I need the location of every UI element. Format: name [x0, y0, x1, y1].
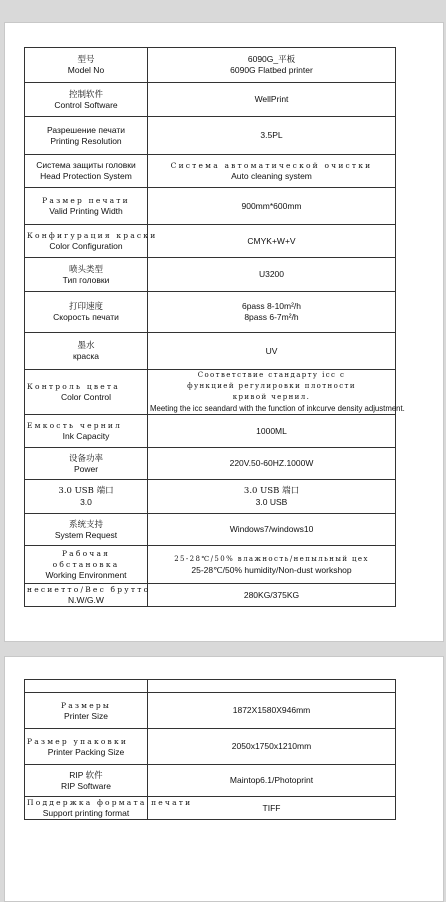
- value-line: 2050x1750x1210mm: [231, 741, 312, 751]
- value-line: UV: [265, 345, 278, 356]
- table-row: [25, 546, 396, 584]
- label-line: Размер упаковки: [27, 736, 129, 746]
- value-line: функцией регулировки плотности: [187, 382, 356, 390]
- row-value-ink: [148, 333, 396, 370]
- row-value-power: [148, 448, 396, 480]
- label-line: обстановка: [52, 560, 120, 569]
- value-line: 900mm*600mm: [241, 200, 302, 211]
- label-line: Рабочая: [61, 549, 111, 558]
- row-label-rip-software: [25, 765, 148, 797]
- row-value-weight: [148, 584, 396, 607]
- table-row: [25, 415, 396, 448]
- table-row: [25, 729, 396, 765]
- label-line: Скорость печати: [53, 312, 119, 322]
- table-row: [25, 584, 396, 607]
- row-label-color-control: [25, 370, 148, 415]
- label-line: N.W/G.W: [68, 595, 104, 605]
- row-label-system-request: [25, 514, 148, 546]
- value-line: 220V.50-60HZ.1000W: [229, 458, 314, 468]
- label-line: Support printing format: [42, 808, 130, 818]
- row-value-rip-software: [148, 765, 396, 797]
- row-label-usb-port: [25, 480, 148, 514]
- table-row: [25, 514, 396, 546]
- table-row: [25, 693, 396, 729]
- row-value-packing-size: [148, 729, 396, 765]
- table-row: [25, 83, 396, 117]
- label-line: 墨水: [77, 340, 95, 350]
- value-line: 3.5PL: [260, 130, 283, 140]
- table-row: [25, 797, 396, 820]
- row-value-printer-size: [148, 693, 396, 729]
- label-line: краска: [72, 351, 100, 361]
- row-label-working-environment: [25, 546, 148, 584]
- value-line: 3.0 USB 端口: [243, 485, 300, 496]
- value-line: Auto cleaning system: [231, 171, 312, 181]
- table-row: [25, 448, 396, 480]
- label-line: Model No: [67, 65, 105, 75]
- row-label-ink: [25, 333, 148, 370]
- row-label-power: [25, 448, 148, 480]
- label-line: 喷头类型: [68, 263, 103, 274]
- table-row: [25, 480, 396, 514]
- spec-sheet-page-1: [4, 22, 444, 642]
- table-row: [25, 765, 396, 797]
- value-line: 25-28℃/50% влажность/непыльный цех: [174, 554, 369, 563]
- value-line: 6090G Flatbed printer: [230, 65, 313, 75]
- row-value-color-configuration: [148, 225, 396, 258]
- value-line: Система автоматической очистки: [170, 161, 373, 170]
- label-line: Размер печати: [42, 196, 130, 205]
- row-label-control-software: [25, 83, 148, 117]
- label-line: несиетто/Вес брутто: [27, 585, 151, 594]
- row-label-printer-size: [25, 693, 148, 729]
- table-row: [25, 292, 396, 333]
- label-line: Valid Printing Width: [49, 206, 123, 216]
- row-label-head-type: [25, 258, 148, 292]
- label-line: Разрешение печати: [46, 124, 126, 135]
- row-label-packing-size: [25, 729, 148, 765]
- row-label-head-protection: [25, 155, 148, 188]
- label-line: Power: [73, 463, 99, 474]
- row-value-head-type: [148, 258, 396, 292]
- label-line: RIP Software: [61, 780, 111, 791]
- table-row: [25, 333, 396, 370]
- label-line: 打印速度: [68, 301, 103, 311]
- value-line: 8pass 6-7m²/h: [244, 312, 299, 322]
- table-row: [25, 155, 396, 188]
- label-line: 型号: [77, 54, 95, 64]
- value-line: 6pass 8-10m²/h: [241, 301, 302, 311]
- spec-sheet-page-2: [4, 656, 444, 902]
- table-row: [25, 188, 396, 225]
- row-value-ink-capacity: [148, 415, 396, 448]
- label-line: 3.0: [80, 496, 92, 507]
- row-label-printing-resolution: [25, 117, 148, 155]
- value-line: 1000ML: [256, 425, 287, 436]
- row-label-print-format: [25, 797, 193, 820]
- row-value-control-software: [148, 83, 396, 117]
- value-line: Соответствие стандарту icc с: [197, 371, 346, 379]
- label-line: 设备功率: [68, 452, 103, 463]
- label-line: 系统支持: [68, 518, 103, 529]
- row-value-printing-resolution: [148, 117, 396, 155]
- label-line: Working Environment: [45, 570, 127, 580]
- label-line: Ink Capacity: [62, 431, 110, 441]
- label-line: Контроль цвета: [27, 382, 120, 391]
- label-line: Head Protection System: [40, 171, 132, 181]
- label-line: Система защиты головки: [36, 160, 136, 170]
- spec-table-page-1: [24, 47, 405, 607]
- table-row: [25, 680, 396, 693]
- label-line: Тип головки: [62, 274, 110, 285]
- label-line: Поддержка формата печати: [27, 798, 193, 807]
- row-value-model-no: [148, 48, 396, 83]
- value-line: Meeting the icc seandard with the function of inkcurve density adjustment.: [150, 404, 405, 413]
- value-line: Maintop6.1/Photoprint: [229, 775, 314, 785]
- table-row: [25, 258, 396, 292]
- label-line: Размеры: [60, 700, 112, 710]
- label-line: Емкость чернил: [27, 421, 123, 430]
- label-line: Printer Size: [64, 710, 108, 721]
- row-label-weight: [25, 584, 151, 607]
- row-value-valid-printing-width: [148, 188, 396, 225]
- value-line: кривой чернил.: [232, 393, 311, 401]
- label-line: System Request: [54, 529, 118, 540]
- label-line: 控制软件: [68, 88, 103, 99]
- label-line: RIP 软件: [69, 769, 103, 780]
- spec-table-page-2: [24, 679, 396, 820]
- label-line: Printer Packing Size: [47, 746, 125, 757]
- row-label-print-speed: [25, 292, 148, 333]
- value-line: WellPrint: [254, 94, 289, 104]
- label-line: Control Software: [54, 99, 118, 110]
- label-line: Color Configuration: [49, 241, 123, 251]
- table-row: [25, 370, 396, 415]
- value-line: 25-28℃/50% humidity/Non-dust workshop: [191, 564, 352, 575]
- row-label-ink-capacity: [25, 415, 148, 448]
- row-value-system-request: [148, 514, 396, 546]
- table-row: [25, 48, 396, 83]
- value-line: Windows7/windows10: [229, 524, 314, 534]
- label-line: 3.0 USB 端口: [58, 485, 114, 496]
- label-line: Printing Resolution: [50, 135, 122, 146]
- value-line: 280KG/375KG: [243, 589, 300, 600]
- label-line: Color Control: [60, 392, 112, 402]
- table-row: [25, 117, 396, 155]
- row-value-head-protection: [148, 155, 396, 188]
- row-label-model-no: [25, 48, 148, 83]
- label-line: Конфигурация краски: [27, 231, 158, 240]
- value-line: TIFF: [262, 802, 281, 813]
- row-value-color-control: [148, 370, 405, 415]
- row-label-valid-printing-width: [25, 188, 148, 225]
- value-line: 3.0 USB: [255, 496, 288, 507]
- row-label-color-configuration: [25, 225, 158, 258]
- value-line: 1872X1580X946mm: [232, 705, 311, 715]
- row-value-working-environment: [148, 546, 396, 584]
- value-line: 6090G_平板: [247, 54, 296, 64]
- value-line: U3200: [258, 269, 285, 279]
- table-row: [25, 225, 396, 258]
- row-label-empty: [25, 680, 148, 693]
- row-value-print-speed: [148, 292, 396, 333]
- row-value-usb-port: [148, 480, 396, 514]
- row-value-empty: [148, 680, 396, 693]
- value-line: CMYK+W+V: [247, 235, 296, 246]
